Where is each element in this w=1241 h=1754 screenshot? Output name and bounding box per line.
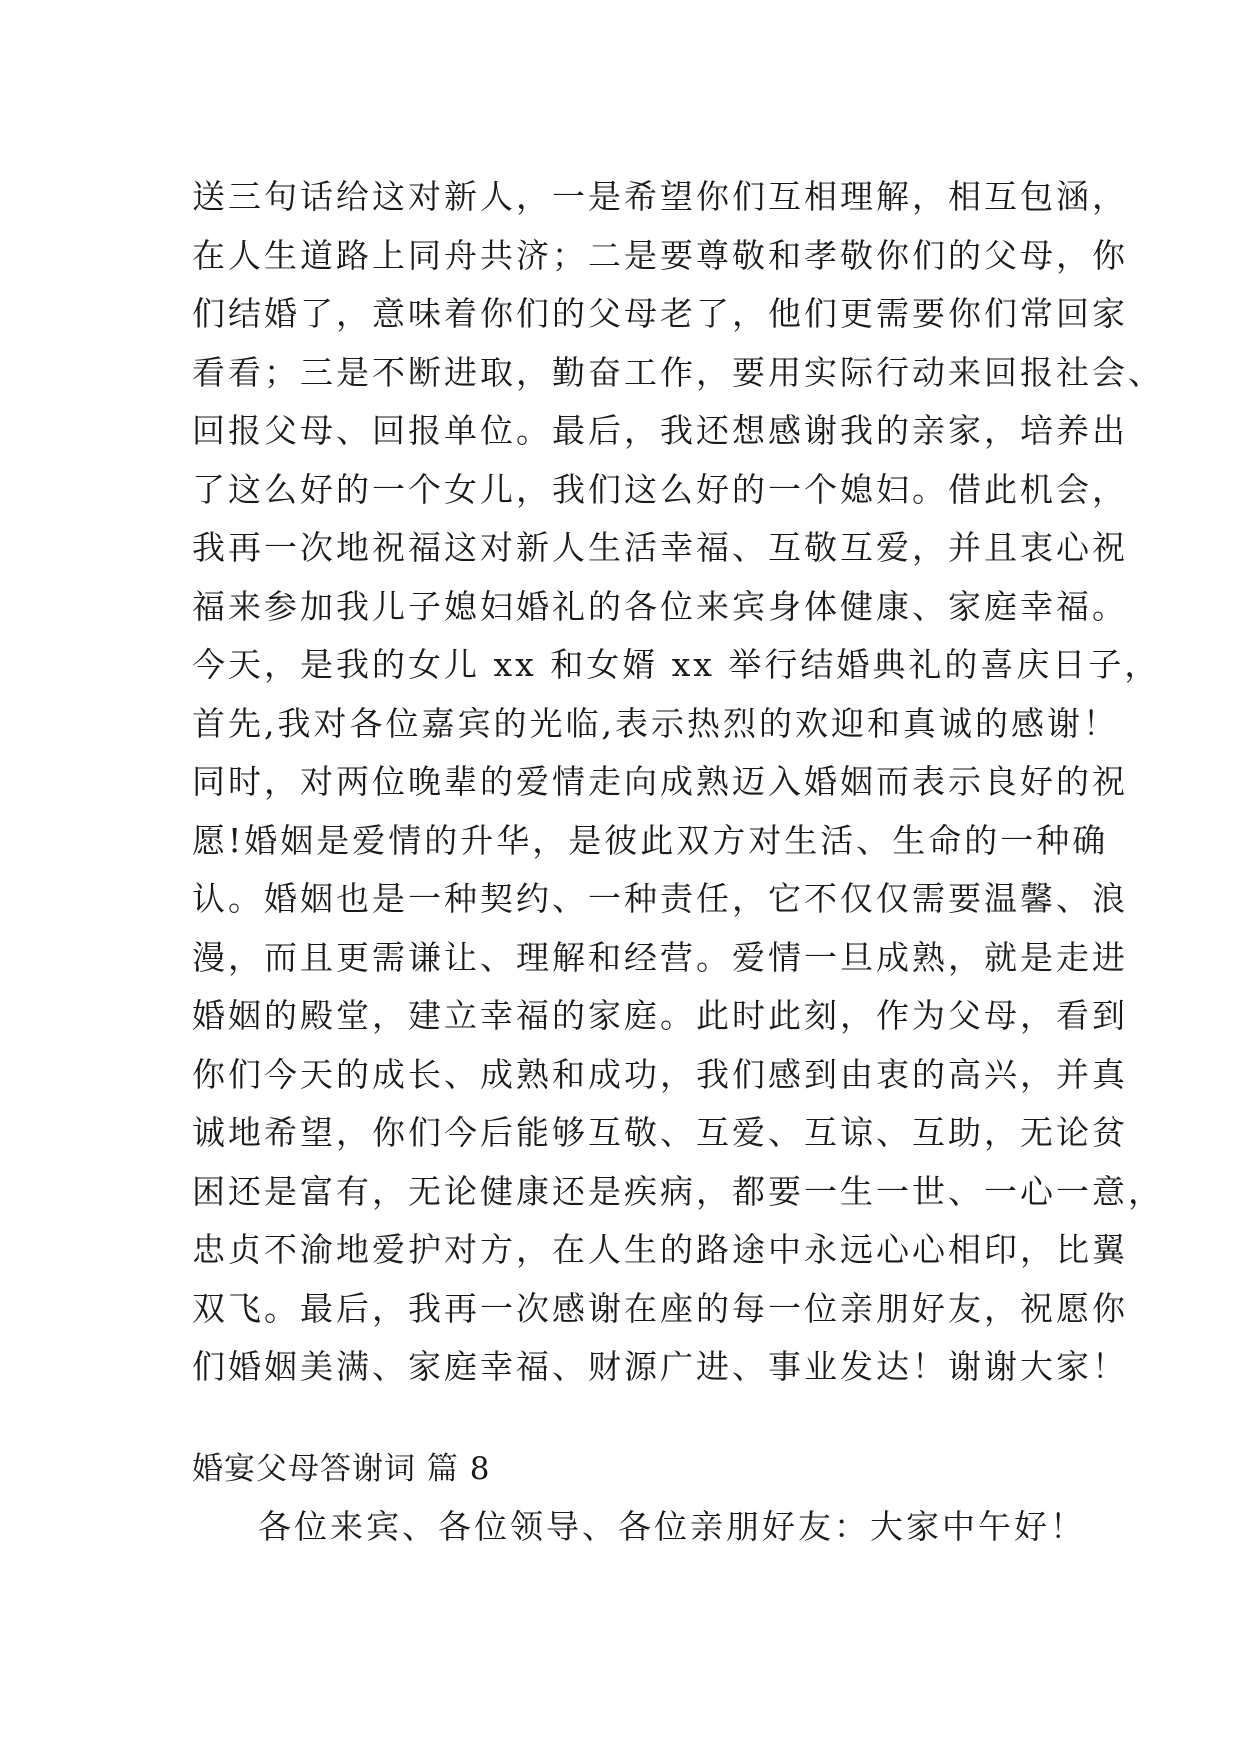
- text-line: 困还是富有，无论健康还是疾病，都要一生一世、一心一意，: [192, 1171, 1164, 1211]
- greeting-line: 各位来宾、各位领导、各位亲朋好友：大家中午好！: [258, 1507, 1086, 1546]
- text-line: 了这么好的一个女儿，我们这么好的一个媳妇。借此机会，: [192, 469, 1128, 509]
- text-line: 今天，是我的女儿 xx 和女婿 xx 举行结婚典礼的喜庆日子，: [192, 645, 1161, 684]
- text-line: 你们今天的成长、成熟和成功，我们感到由衷的高兴，并真: [192, 1054, 1128, 1094]
- text-line: 婚姻的殿堂，建立幸福的家庭。此时此刻，作为父母，看到: [192, 996, 1128, 1035]
- text-line: 回报父母、回报单位。最后，我还想感谢我的亲家，培养出: [192, 411, 1128, 450]
- text-line: 同时，对两位晚辈的爱情走向成熟迈入婚姻而表示良好的祝: [192, 762, 1128, 801]
- section-title: 婚宴父母答谢词 篇 8: [192, 1451, 491, 1487]
- text-line: 漫，而且更需谦让、理解和经营。爱情一旦成熟，就是走进: [192, 937, 1128, 977]
- text-line: 忠贞不渝地爱护对方，在人生的路途中永远心心相印，比翼: [192, 1230, 1128, 1269]
- text-line: 福来参加我儿子媳妇婚礼的各位来宾身体健康、家庭幸福。: [192, 586, 1128, 626]
- text-line: 送三句话给这对新人，一是希望你们互相理解，相互包涵，: [192, 177, 1128, 216]
- text-line: 首先,我对各位嘉宾的光临,表示热烈的欢迎和真诚的感谢！: [192, 703, 1119, 743]
- text-line: 们结婚了，意味着你们的父母老了，他们更需要你们常回家: [192, 294, 1128, 333]
- text-line: 愿!婚姻是爱情的升华，是彼此双方对生活、生命的一种确: [192, 820, 1109, 860]
- text-line: 诚地希望，你们今后能够互敬、互爱、互谅、互助，无论贫: [192, 1113, 1128, 1152]
- speech-body: [192, 168, 1164, 1397]
- text-line: 们婚姻美满、家庭幸福、财源广进、事业发达！谢谢大家！: [192, 1347, 1128, 1386]
- text-line: 我再一次地祝福这对新人生活幸福、互敬互爱，并且衷心祝: [192, 528, 1128, 567]
- text-line: 认。婚姻也是一种契约、一种责任，它不仅仅需要温馨、浪: [192, 879, 1128, 918]
- text-line: 看看；三是不断进取，勤奋工作，要用实际行动来回报社会、: [192, 352, 1164, 392]
- text-line: 双飞。最后，我再一次感谢在座的每一位亲朋好友，祝愿你: [192, 1288, 1128, 1328]
- text-line: 在人生道路上同舟共济；二是要尊敬和孝敬你们的父母，你: [192, 235, 1128, 275]
